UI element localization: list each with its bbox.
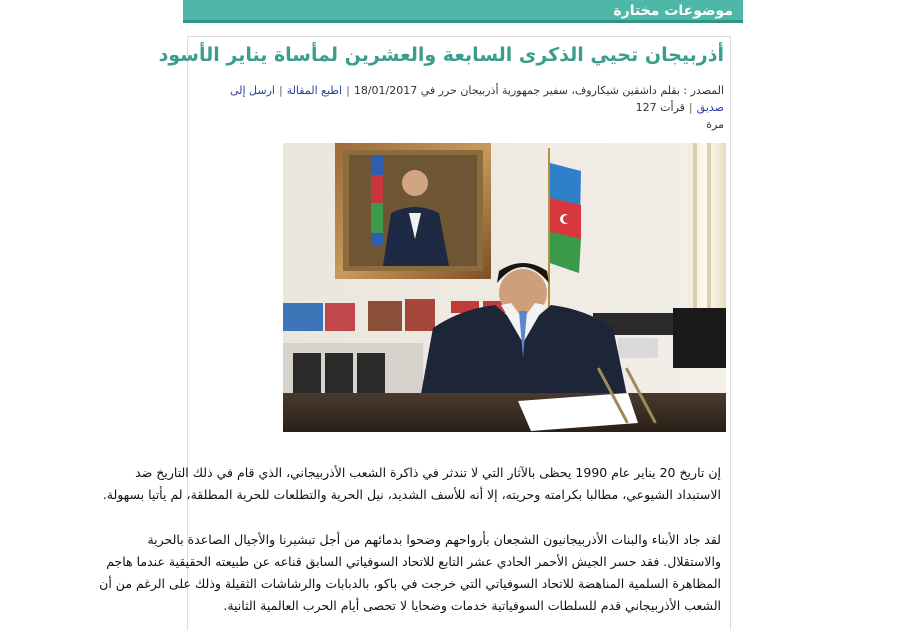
print-article-link[interactable]: اطبع المقالة <box>286 84 343 97</box>
paragraph-line: إن تاريخ 20 يناير عام 1990 يحظى بالآثار التي لا تندثر في ذاكرة الشعب الأذربيجاني، الذي قام في ذلك التاريخ ضد <box>135 465 721 480</box>
paragraph-line: لقد جاد الأبناء والبنات الأذربيجانيون الشجعان بأرواحهم وضحوا بدمائهم من أجل تبشيرنا والأجيال الصاعدة بالحرية <box>147 532 721 547</box>
article-title[interactable]: أذربيجان تحيي الذكرى السابعة والعشرين لمأساة يناير الأسود <box>158 44 724 66</box>
article-paragraph <box>99 529 721 617</box>
send-to-friend-link[interactable]: ارسل إلى صديق <box>229 84 724 114</box>
ambassador-office-photo-icon <box>283 143 726 432</box>
views-count: قرأت 127 <box>635 101 685 114</box>
paragraph-line: المظاهرة السلمية المناهضة للاتحاد السوفياتي التي خرجت في باكو، بالدبابات والرشاشات الثقيلة وذلك على الرغم من أن <box>99 576 721 591</box>
byline: المصدر : بقلم داشقين شيكاروف، سفير جمهورية أذربيجان حرر في 18/01/2017 <box>353 84 724 97</box>
section-header <box>183 0 743 23</box>
meta-separator: | <box>346 84 350 97</box>
article-photo <box>283 143 726 432</box>
paragraph-line: والاستقلال. فقد حسر الجيش الأحمر الحادي عشر التابع للاتحاد السوفياتي السابق قناعه عن طبيعته الحقيقية عندما هاجم <box>106 554 721 569</box>
meta-separator: | <box>278 84 283 97</box>
views-unit: مرة <box>706 118 724 131</box>
paragraph-line: الاستبداد الشيوعي، مطالبا بكرامته وحريته، إلا أنه للأسف الشديد، نيل الحرية والتطلعات للحرية المطلقة، لم يأتيا بسهولة. <box>102 487 721 502</box>
article-meta <box>194 82 724 133</box>
article-paragraph <box>102 462 721 506</box>
meta-separator: | <box>688 101 693 114</box>
paragraph-line: الشعب الأذربيجاني قدم للسلطات السوفياتية خدمات وضحايا لا تحصى أيام الحرب العالمية الثانية. <box>223 598 721 613</box>
section-title: موضوعات مختارة <box>613 3 733 19</box>
article-card <box>99 36 731 630</box>
